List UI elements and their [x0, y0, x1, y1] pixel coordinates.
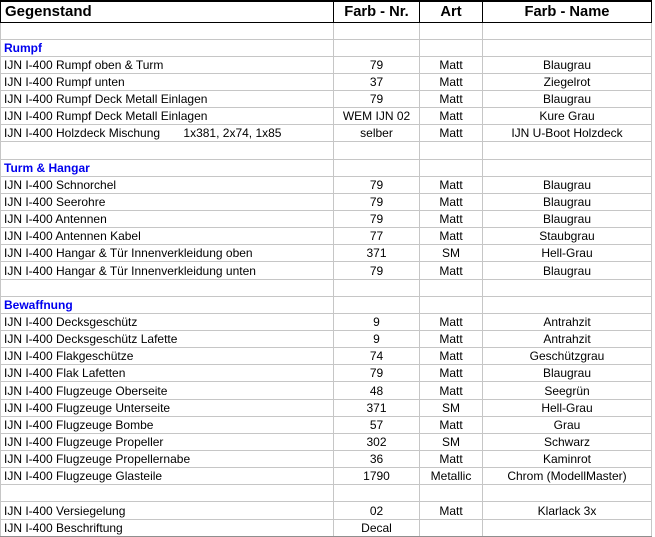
table-row: [1, 451, 652, 468]
table-row: [1, 399, 652, 416]
cell-farb-name[interactable]: [483, 39, 652, 56]
table-row: [1, 91, 652, 108]
cell-farb-nr[interactable]: 371: [334, 245, 420, 262]
cell-art[interactable]: [420, 159, 483, 176]
cell-gegenstand[interactable]: IJN I-400 Antennen Kabel: [1, 228, 334, 245]
cell-gegenstand[interactable]: IJN I-400 Rumpf Deck Metall Einlagen: [1, 108, 334, 125]
section-row: [1, 159, 652, 176]
cell-farb-name[interactable]: Seegrün: [483, 382, 652, 399]
cell-farb-nr[interactable]: 371: [334, 399, 420, 416]
cell-farb-nr[interactable]: 9: [334, 313, 420, 330]
table-row: [1, 382, 652, 399]
cell-gegenstand[interactable]: IJN I-400 Decksgeschütz: [1, 313, 334, 330]
table-row: [1, 348, 652, 365]
cell-art[interactable]: [420, 519, 483, 536]
cell-art[interactable]: Matt: [420, 416, 483, 433]
cell-farb-name[interactable]: Ziegelrot: [483, 73, 652, 90]
cell-art[interactable]: Metallic: [420, 468, 483, 485]
cell-gegenstand[interactable]: IJN I-400 Flugzeuge Propellernabe: [1, 451, 334, 468]
cell-farb-name[interactable]: Chrom (ModellMaster): [483, 468, 652, 485]
cell-farb-nr[interactable]: selber: [334, 125, 420, 142]
cell-gegenstand[interactable]: IJN I-400 Flugzeuge Propeller: [1, 433, 334, 450]
cell-art[interactable]: [420, 22, 483, 39]
cell-art[interactable]: Matt: [420, 313, 483, 330]
cell-farb-nr[interactable]: 79: [334, 262, 420, 279]
table-row: [1, 313, 652, 330]
cell-gegenstand[interactable]: IJN I-400 Flugzeuge Glasteile: [1, 468, 334, 485]
cell-farb-name[interactable]: [483, 485, 652, 502]
empty-row: [1, 485, 652, 502]
cell-farb-name[interactable]: Blaugrau: [483, 193, 652, 210]
cell-farb-nr[interactable]: 79: [334, 211, 420, 228]
cell-gegenstand[interactable]: IJN I-400 Versiegelung: [1, 502, 334, 519]
cell-farb-name[interactable]: Kure Grau: [483, 108, 652, 125]
cell-farb-name[interactable]: [483, 22, 652, 39]
cell-art[interactable]: SM: [420, 399, 483, 416]
section-row: [1, 39, 652, 56]
cell-farb-nr[interactable]: 74: [334, 348, 420, 365]
cell-gegenstand[interactable]: Turm & Hangar: [1, 159, 334, 176]
cell-art[interactable]: Matt: [420, 211, 483, 228]
cell-farb-name[interactable]: Staubgrau: [483, 228, 652, 245]
table-body: [1, 22, 652, 536]
column-header-farb-name[interactable]: Farb - Name: [483, 1, 652, 22]
cell-farb-name[interactable]: Blaugrau: [483, 365, 652, 382]
cell-art[interactable]: Matt: [420, 502, 483, 519]
table-header: [1, 1, 652, 22]
cell-farb-nr[interactable]: 77: [334, 228, 420, 245]
table-row: [1, 56, 652, 73]
cell-gegenstand[interactable]: [1, 22, 334, 39]
cell-gegenstand[interactable]: Rumpf: [1, 39, 334, 56]
empty-row: [1, 22, 652, 39]
cell-farb-nr[interactable]: [334, 22, 420, 39]
table-row: [1, 416, 652, 433]
cell-art[interactable]: Matt: [420, 56, 483, 73]
cell-gegenstand[interactable]: IJN I-400 Flakgeschütze: [1, 348, 334, 365]
table-row: [1, 331, 652, 348]
cell-farb-name[interactable]: Hell-Grau: [483, 245, 652, 262]
cell-farb-nr[interactable]: 79: [334, 176, 420, 193]
cell-art[interactable]: Matt: [420, 176, 483, 193]
cell-farb-nr[interactable]: 79: [334, 91, 420, 108]
section-row: [1, 296, 652, 313]
cell-farb-name[interactable]: Antrahzit: [483, 331, 652, 348]
cell-farb-name[interactable]: [483, 159, 652, 176]
cell-gegenstand[interactable]: IJN I-400 Holzdeck Mischung 1x381, 2x74, 1x85: [1, 125, 334, 142]
cell-art[interactable]: [420, 142, 483, 159]
column-header-art[interactable]: Art: [420, 1, 483, 22]
cell-art[interactable]: Matt: [420, 193, 483, 210]
empty-row: [1, 279, 652, 296]
column-header-farb-nr[interactable]: Farb - Nr.: [334, 1, 420, 22]
cell-farb-name[interactable]: Grau: [483, 416, 652, 433]
cell-farb-name[interactable]: [483, 519, 652, 536]
cell-gegenstand[interactable]: IJN I-400 Flak Lafetten: [1, 365, 334, 382]
cell-farb-name[interactable]: Antrahzit: [483, 313, 652, 330]
cell-farb-nr[interactable]: Decal: [334, 519, 420, 536]
cell-farb-name[interactable]: [483, 279, 652, 296]
table-row: [1, 365, 652, 382]
cell-farb-nr[interactable]: 302: [334, 433, 420, 450]
cell-gegenstand[interactable]: IJN I-400 Schnorchel: [1, 176, 334, 193]
cell-gegenstand[interactable]: IJN I-400 Antennen: [1, 211, 334, 228]
cell-farb-nr[interactable]: 79: [334, 56, 420, 73]
cell-art[interactable]: Matt: [420, 262, 483, 279]
cell-farb-nr[interactable]: 79: [334, 365, 420, 382]
cell-farb-nr[interactable]: 36: [334, 451, 420, 468]
table-row: [1, 228, 652, 245]
column-header-gegenstand[interactable]: Gegenstand: [1, 1, 334, 22]
cell-gegenstand[interactable]: [1, 142, 334, 159]
cell-gegenstand[interactable]: [1, 279, 334, 296]
cell-art[interactable]: Matt: [420, 91, 483, 108]
cell-art[interactable]: Matt: [420, 331, 483, 348]
cell-art[interactable]: Matt: [420, 348, 483, 365]
cell-art[interactable]: [420, 296, 483, 313]
cell-art[interactable]: SM: [420, 245, 483, 262]
table-row: [1, 468, 652, 485]
table-row: [1, 108, 652, 125]
cell-art[interactable]: Matt: [420, 73, 483, 90]
cell-farb-name[interactable]: Kaminrot: [483, 451, 652, 468]
cell-gegenstand[interactable]: [1, 485, 334, 502]
cell-farb-name[interactable]: Hell-Grau: [483, 399, 652, 416]
table-row: [1, 519, 652, 536]
cell-farb-name[interactable]: Blaugrau: [483, 262, 652, 279]
cell-gegenstand[interactable]: IJN I-400 Flugzeuge Unterseite: [1, 399, 334, 416]
cell-art[interactable]: SM: [420, 433, 483, 450]
header-row: [1, 1, 652, 22]
cell-gegenstand[interactable]: IJN I-400 Seerohre: [1, 193, 334, 210]
cell-gegenstand[interactable]: IJN I-400 Decksgeschütz Lafette: [1, 331, 334, 348]
cell-gegenstand[interactable]: IJN I-400 Beschriftung: [1, 519, 334, 536]
cell-farb-name[interactable]: Klarlack 3x: [483, 502, 652, 519]
cell-farb-nr[interactable]: WEM IJN 02: [334, 108, 420, 125]
cell-farb-nr[interactable]: [334, 485, 420, 502]
cell-farb-name[interactable]: Schwarz: [483, 433, 652, 450]
cell-farb-nr[interactable]: 37: [334, 73, 420, 90]
cell-farb-name[interactable]: [483, 142, 652, 159]
cell-farb-nr[interactable]: 1790: [334, 468, 420, 485]
table-row: [1, 211, 652, 228]
cell-farb-name[interactable]: Geschützgrau: [483, 348, 652, 365]
cell-gegenstand[interactable]: IJN I-400 Flugzeuge Oberseite: [1, 382, 334, 399]
cell-farb-name[interactable]: Blaugrau: [483, 56, 652, 73]
table-row: [1, 245, 652, 262]
cell-gegenstand[interactable]: IJN I-400 Hangar & Tür Innenverkleidung oben: [1, 245, 334, 262]
cell-farb-nr[interactable]: 02: [334, 502, 420, 519]
cell-farb-nr[interactable]: [334, 279, 420, 296]
cell-farb-nr[interactable]: 48: [334, 382, 420, 399]
cell-farb-nr[interactable]: 9: [334, 331, 420, 348]
cell-farb-name[interactable]: [483, 296, 652, 313]
cell-farb-nr[interactable]: 57: [334, 416, 420, 433]
cell-gegenstand[interactable]: IJN I-400 Flugzeuge Bombe: [1, 416, 334, 433]
table-row: [1, 502, 652, 519]
cell-farb-name[interactable]: Blaugrau: [483, 211, 652, 228]
cell-farb-nr[interactable]: 79: [334, 193, 420, 210]
cell-art[interactable]: [420, 485, 483, 502]
cell-art[interactable]: Matt: [420, 108, 483, 125]
empty-row: [1, 142, 652, 159]
cell-farb-nr[interactable]: [334, 159, 420, 176]
cell-farb-name[interactable]: IJN U-Boot Holzdeck: [483, 125, 652, 142]
cell-farb-name[interactable]: Blaugrau: [483, 91, 652, 108]
cell-gegenstand[interactable]: IJN I-400 Rumpf unten: [1, 73, 334, 90]
cell-art[interactable]: Matt: [420, 228, 483, 245]
cell-farb-nr[interactable]: [334, 296, 420, 313]
cell-gegenstand[interactable]: IJN I-400 Rumpf oben & Turm: [1, 56, 334, 73]
table-row: [1, 125, 652, 142]
cell-gegenstand[interactable]: Bewaffnung: [1, 296, 334, 313]
cell-farb-name[interactable]: Blaugrau: [483, 176, 652, 193]
cell-farb-nr[interactable]: [334, 142, 420, 159]
cell-art[interactable]: Matt: [420, 125, 483, 142]
cell-art[interactable]: Matt: [420, 451, 483, 468]
cell-art[interactable]: Matt: [420, 382, 483, 399]
cell-gegenstand[interactable]: IJN I-400 Hangar & Tür Innenverkleidung unten: [1, 262, 334, 279]
cell-farb-nr[interactable]: [334, 39, 420, 56]
cell-art[interactable]: Matt: [420, 365, 483, 382]
table-row: [1, 262, 652, 279]
cell-art[interactable]: [420, 39, 483, 56]
table-row: [1, 73, 652, 90]
cell-art[interactable]: [420, 279, 483, 296]
table-row: [1, 176, 652, 193]
cell-gegenstand[interactable]: IJN I-400 Rumpf Deck Metall Einlagen: [1, 91, 334, 108]
table-row: [1, 193, 652, 210]
table-row: [1, 433, 652, 450]
